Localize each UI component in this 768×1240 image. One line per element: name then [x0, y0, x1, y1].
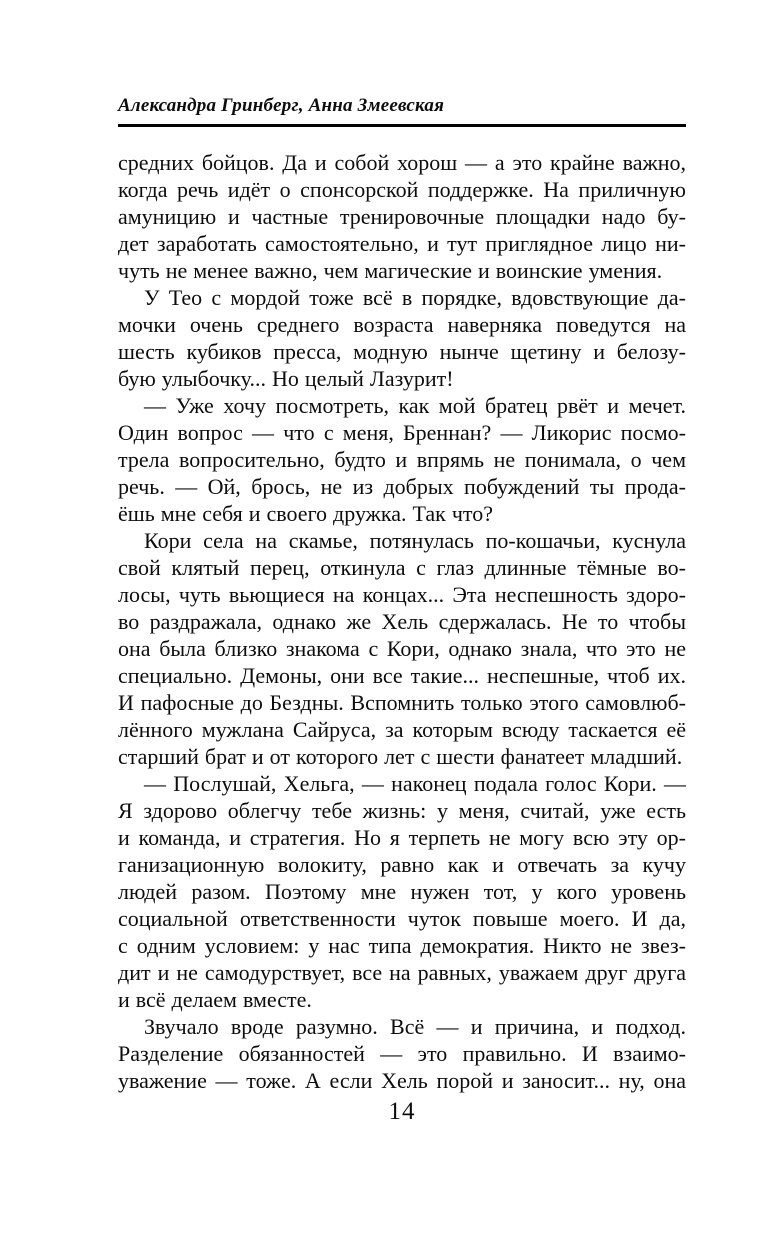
paragraph: [118, 392, 686, 527]
text-line: дет заработать самостоятельно, и тут приглядное лицо ни-: [118, 231, 686, 256]
text-line: средних бойцов. Да и собой хорош — а это крайне важно,: [118, 150, 686, 175]
text-line: во раздражала, однако же Хель сдержалась. Не то чтобы: [118, 609, 686, 634]
text-line: ёшь мне себя и своего дружка. Так что?: [118, 501, 493, 526]
text-line: и команда, и стратегия. Но я терпеть не могу всю эту ор-: [118, 825, 686, 850]
text-line: бую улыбочку... Но целый Лазурит!: [118, 366, 454, 391]
text-line: с одним условием: у нас типа демократия. Никто не звез-: [118, 933, 686, 958]
text-line: она была близко знакома с Кори, однако знала, что это не: [118, 636, 686, 661]
page-body: [118, 149, 686, 1094]
text-line: уважение — тоже. А если Хель порой и заносит... ну, она: [118, 1068, 686, 1093]
text-line: шесть кубиков пресса, модную нынче щетину и белозу-: [118, 339, 686, 364]
text-line: — Послушай, Хельга, — наконец подала голос Кори. —: [144, 771, 686, 796]
text-line: Разделение обязанностей — это правильно. И взаимо-: [118, 1041, 686, 1066]
text-line: Звучало вроде разумно. Всё — и причина, и подход.: [144, 1014, 686, 1039]
text-line: И пафосные до Бездны. Вспомнить только этого самовлюб-: [118, 690, 686, 715]
text-line: мочки очень среднего возраста наверняка поведутся на: [118, 312, 686, 337]
text-line: социальной ответственности чуток повыше моего. И да,: [118, 906, 686, 931]
paragraph: [118, 284, 686, 392]
text-line: старший брат и от которого лет с шести фанатеет младший.: [118, 744, 683, 769]
text-line: У Тео с мордой тоже всё в порядке, вдовствующие да-: [144, 285, 686, 310]
text-line: Один вопрос — что с меня, Бреннан? — Ликорис посмо-: [118, 420, 686, 445]
header-rule-divider: [118, 124, 686, 127]
text-line: специально. Демоны, они все такие... неспешные, чтоб их.: [118, 663, 686, 688]
paragraph: [118, 527, 686, 770]
text-line: людей разом. Поэтому мне нужен тот, у кого уровень: [118, 879, 686, 904]
page-number: 14: [388, 1098, 416, 1125]
paragraph: [118, 1013, 686, 1094]
text-line: речь. — Ой, брось, не из добрых побуждений ты прода-: [118, 474, 686, 499]
text-line: трела вопросительно, будто и впрямь не понимала, о чем: [118, 447, 686, 472]
running-header: Александра Гринберг, Анна Змеевская: [118, 95, 445, 116]
text-line: когда речь идёт о спонсорской поддержке. На приличную: [118, 177, 686, 202]
text-line: Кори села на скамье, потянулась по-кошачьи, куснула: [144, 528, 686, 553]
text-line: Я здорово облегчу тебе жизнь: у меня, считай, уже есть: [118, 798, 686, 823]
text-line: чуть не менее важно, чем магические и воинские умения.: [118, 258, 663, 283]
paragraph: [118, 149, 686, 284]
text-line: и всё делаем вместе.: [118, 987, 312, 1012]
text-line: свой клятый перец, откинула с глаз длинные тёмные во-: [118, 555, 686, 580]
text-line: амуницию и частные тренировочные площадки надо бу-: [118, 204, 686, 229]
text-line: — Уже хочу посмотреть, как мой братец рвёт и мечет.: [144, 393, 686, 418]
text-line: дит и не самодурствует, все на равных, уважаем друг друга: [118, 960, 686, 985]
text-line: лённого мужлана Сайруса, за которым всюду таскается её: [118, 717, 686, 742]
text-line: ганизационную волокиту, равно как и отвечать за кучу: [118, 852, 686, 877]
paragraph: [118, 770, 686, 1013]
text-line: лосы, чуть вьющиеся на концах... Эта неспешность здоро-: [118, 582, 686, 607]
